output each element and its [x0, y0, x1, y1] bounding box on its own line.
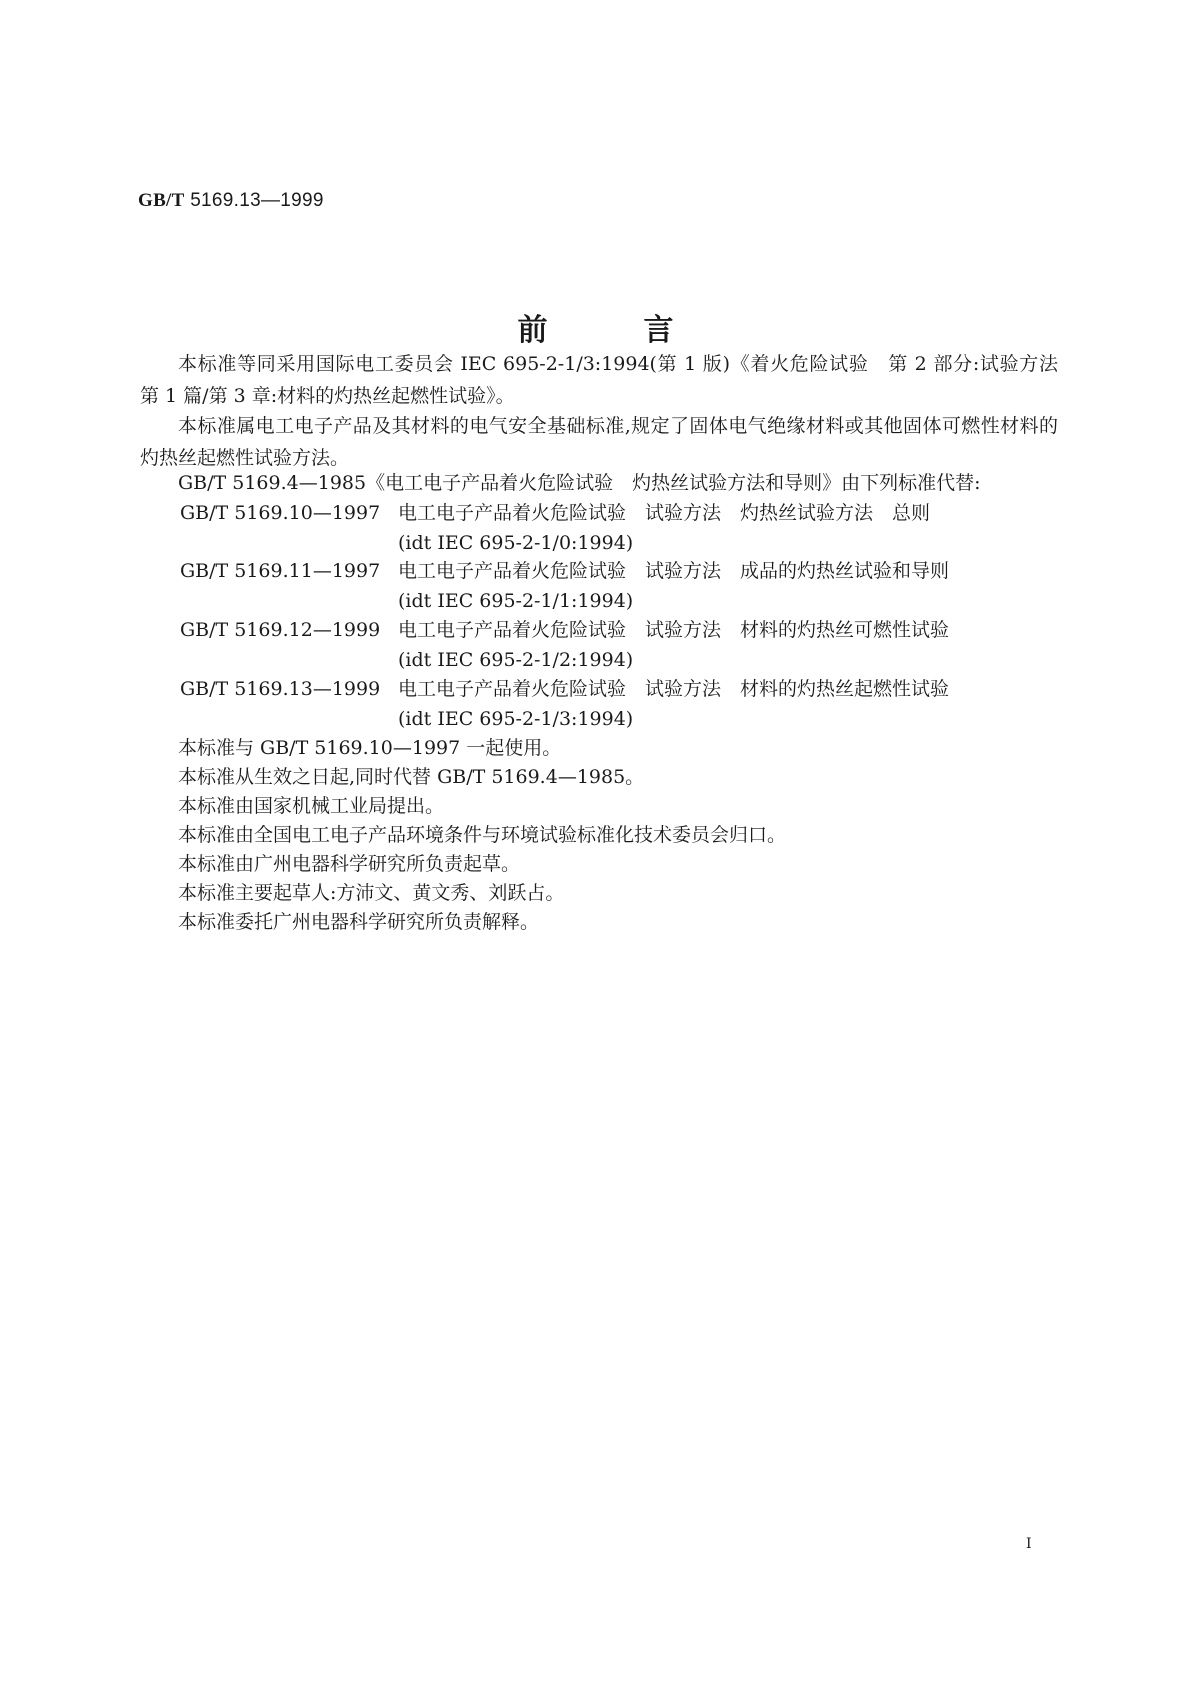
closing-line: 本标准由国家机械工业局提出。	[178, 795, 445, 817]
closing-line: 本标准委托广州电器科学研究所负责解释。	[178, 911, 540, 933]
standard-idt: (idt IEC 695-2-1/1:1994)	[398, 590, 634, 612]
standard-number: 5169.13—1999	[184, 190, 324, 211]
closing-line: 本标准主要起草人:方沛文、黄文秀、刘跃占。	[178, 882, 565, 904]
standard-idt: (idt IEC 695-2-1/0:1994)	[398, 532, 634, 554]
standard-title: 电工电子产品着火危险试验 试验方法 材料的灼热丝起燃性试验	[398, 678, 950, 700]
standard-identifier	[138, 190, 324, 212]
standard-idt: (idt IEC 695-2-1/2:1994)	[398, 649, 634, 671]
page-title: 前言	[517, 313, 770, 348]
standard-title: 电工电子产品着火危险试验 试验方法 材料的灼热丝可燃性试验	[398, 619, 950, 641]
paragraph-scope: 本标准属电工电子产品及其材料的电气安全基础标准,规定了固体电气绝缘材料或其他固体可燃性材料的灼热丝起燃性试验方法。	[140, 415, 1058, 469]
standard-title: 电工电子产品着火危险试验 试验方法 灼热丝试验方法 总则	[398, 502, 931, 524]
standard-code: GB/T 5169.12—1999	[180, 619, 381, 641]
closing-line: 本标准与 GB/T 5169.10—1997 一起使用。	[178, 737, 562, 759]
standard-code: GB/T 5169.11—1997	[180, 560, 381, 582]
page-number: I	[1026, 1536, 1032, 1552]
standard-prefix: GB/T	[138, 190, 185, 211]
standard-title: 电工电子产品着火危险试验 试验方法 成品的灼热丝试验和导则	[398, 560, 950, 582]
closing-line: 本标准由广州电器科学研究所负责起草。	[178, 853, 521, 875]
paragraph-adoption: 本标准等同采用国际电工委员会 IEC 695-2-1/3:1994(第 1 版)《着火危险试验 第 2 部分:试验方法 第 1 篇/第 3 章:材料的灼热丝起燃性试验》。	[140, 353, 1078, 407]
standard-code: GB/T 5169.13—1999	[180, 678, 381, 700]
standard-code: GB/T 5169.10—1997	[180, 502, 381, 524]
replacement-intro: GB/T 5169.4—1985《电工电子产品着火危险试验 灼热丝试验方法和导则》由下列标准代替:	[178, 472, 981, 494]
standard-idt: (idt IEC 695-2-1/3:1994)	[398, 708, 634, 730]
closing-line: 本标准从生效之日起,同时代替 GB/T 5169.4—1985。	[178, 766, 645, 788]
closing-line: 本标准由全国电工电子产品环境条件与环境试验标准化技术委员会归口。	[178, 824, 787, 846]
